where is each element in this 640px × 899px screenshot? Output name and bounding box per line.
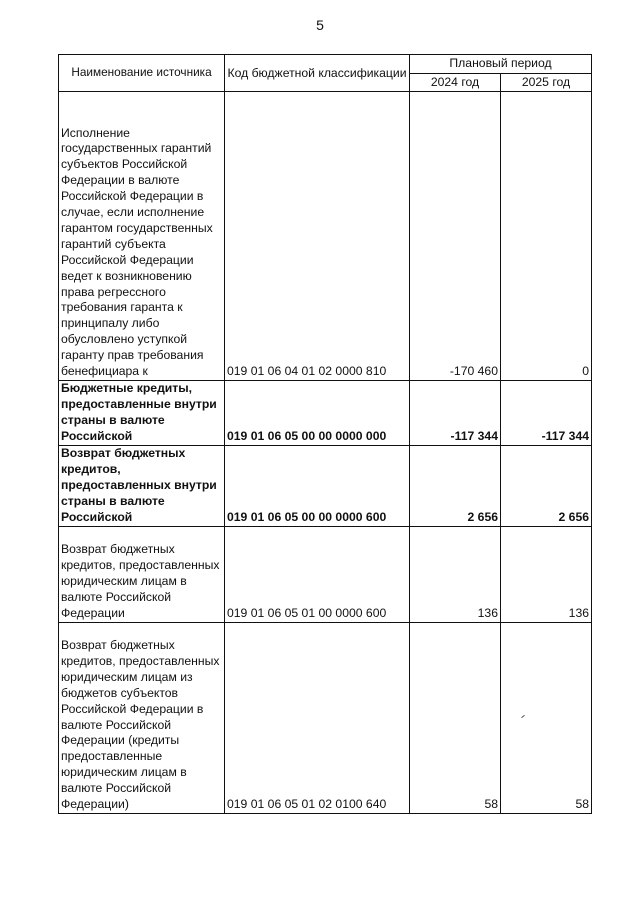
header-budget-code: Код бюджетной классификации (225, 55, 410, 92)
row-value-2025: 2 656 (501, 446, 592, 527)
row-source-name: Возврат бюджетных кредитов, предоставленных юридическим лицам из бюджетов субъектов Российской Федерации в валюте Российской Федерации (кредиты предоставленные юридическим лицам в валюте Российской Федерации) (59, 623, 225, 814)
row-value-2024: 58 (410, 623, 501, 814)
row-budget-code: 019 01 06 05 00 00 0000 600 (225, 446, 410, 527)
row-source-name: Исполнение государственных гарантий субъектов Российской Федерации в валюте Российской Федерации в случае, если исполнение гарантом государственных гарантий субъекта Российской Федерации ведет к возникновению права регрессного требования гаранта к принципалу либо обусловлено уступкой гаранту прав требования бенефициара к (59, 92, 225, 381)
table-row (59, 381, 592, 446)
row-value-2024: 136 (410, 527, 501, 623)
table-row (59, 527, 592, 623)
page-number: 5 (316, 17, 324, 33)
row-value-2025: 0 (501, 92, 592, 381)
row-budget-code: 019 01 06 04 01 02 0000 810 (225, 92, 410, 381)
row-source-name: Бюджетные кредиты, предоставленные внутри страны в валюте Российской (59, 381, 225, 446)
table-row (59, 623, 592, 814)
row-budget-code: 019 01 06 05 01 00 0000 600 (225, 527, 410, 623)
header-year-2025: 2025 год (501, 74, 592, 92)
header-year-2024: 2024 год (410, 74, 501, 92)
header-source-name: Наименование источника (59, 55, 225, 92)
row-budget-code: 019 01 06 05 00 00 0000 000 (225, 381, 410, 446)
row-value-2024: 2 656 (410, 446, 501, 527)
row-source-name: Возврат бюджетных кредитов, предоставленных юридическим лицам в валюте Российской Федерации (59, 527, 225, 623)
row-value-2025: -117 344 (501, 381, 592, 446)
row-value-2025: 58 (501, 623, 592, 814)
row-budget-code: 019 01 06 05 01 02 0100 640 (225, 623, 410, 814)
budget-sources-table (58, 54, 592, 814)
row-value-2025: 136 (501, 527, 592, 623)
row-value-2024: -117 344 (410, 381, 501, 446)
header-planning-period: Плановый период (410, 55, 592, 74)
table-row (59, 92, 592, 381)
table-row (59, 446, 592, 527)
row-source-name: Возврат бюджетных кредитов, предоставленных внутри страны в валюте Российской (59, 446, 225, 527)
row-value-2024: -170 460 (410, 92, 501, 381)
